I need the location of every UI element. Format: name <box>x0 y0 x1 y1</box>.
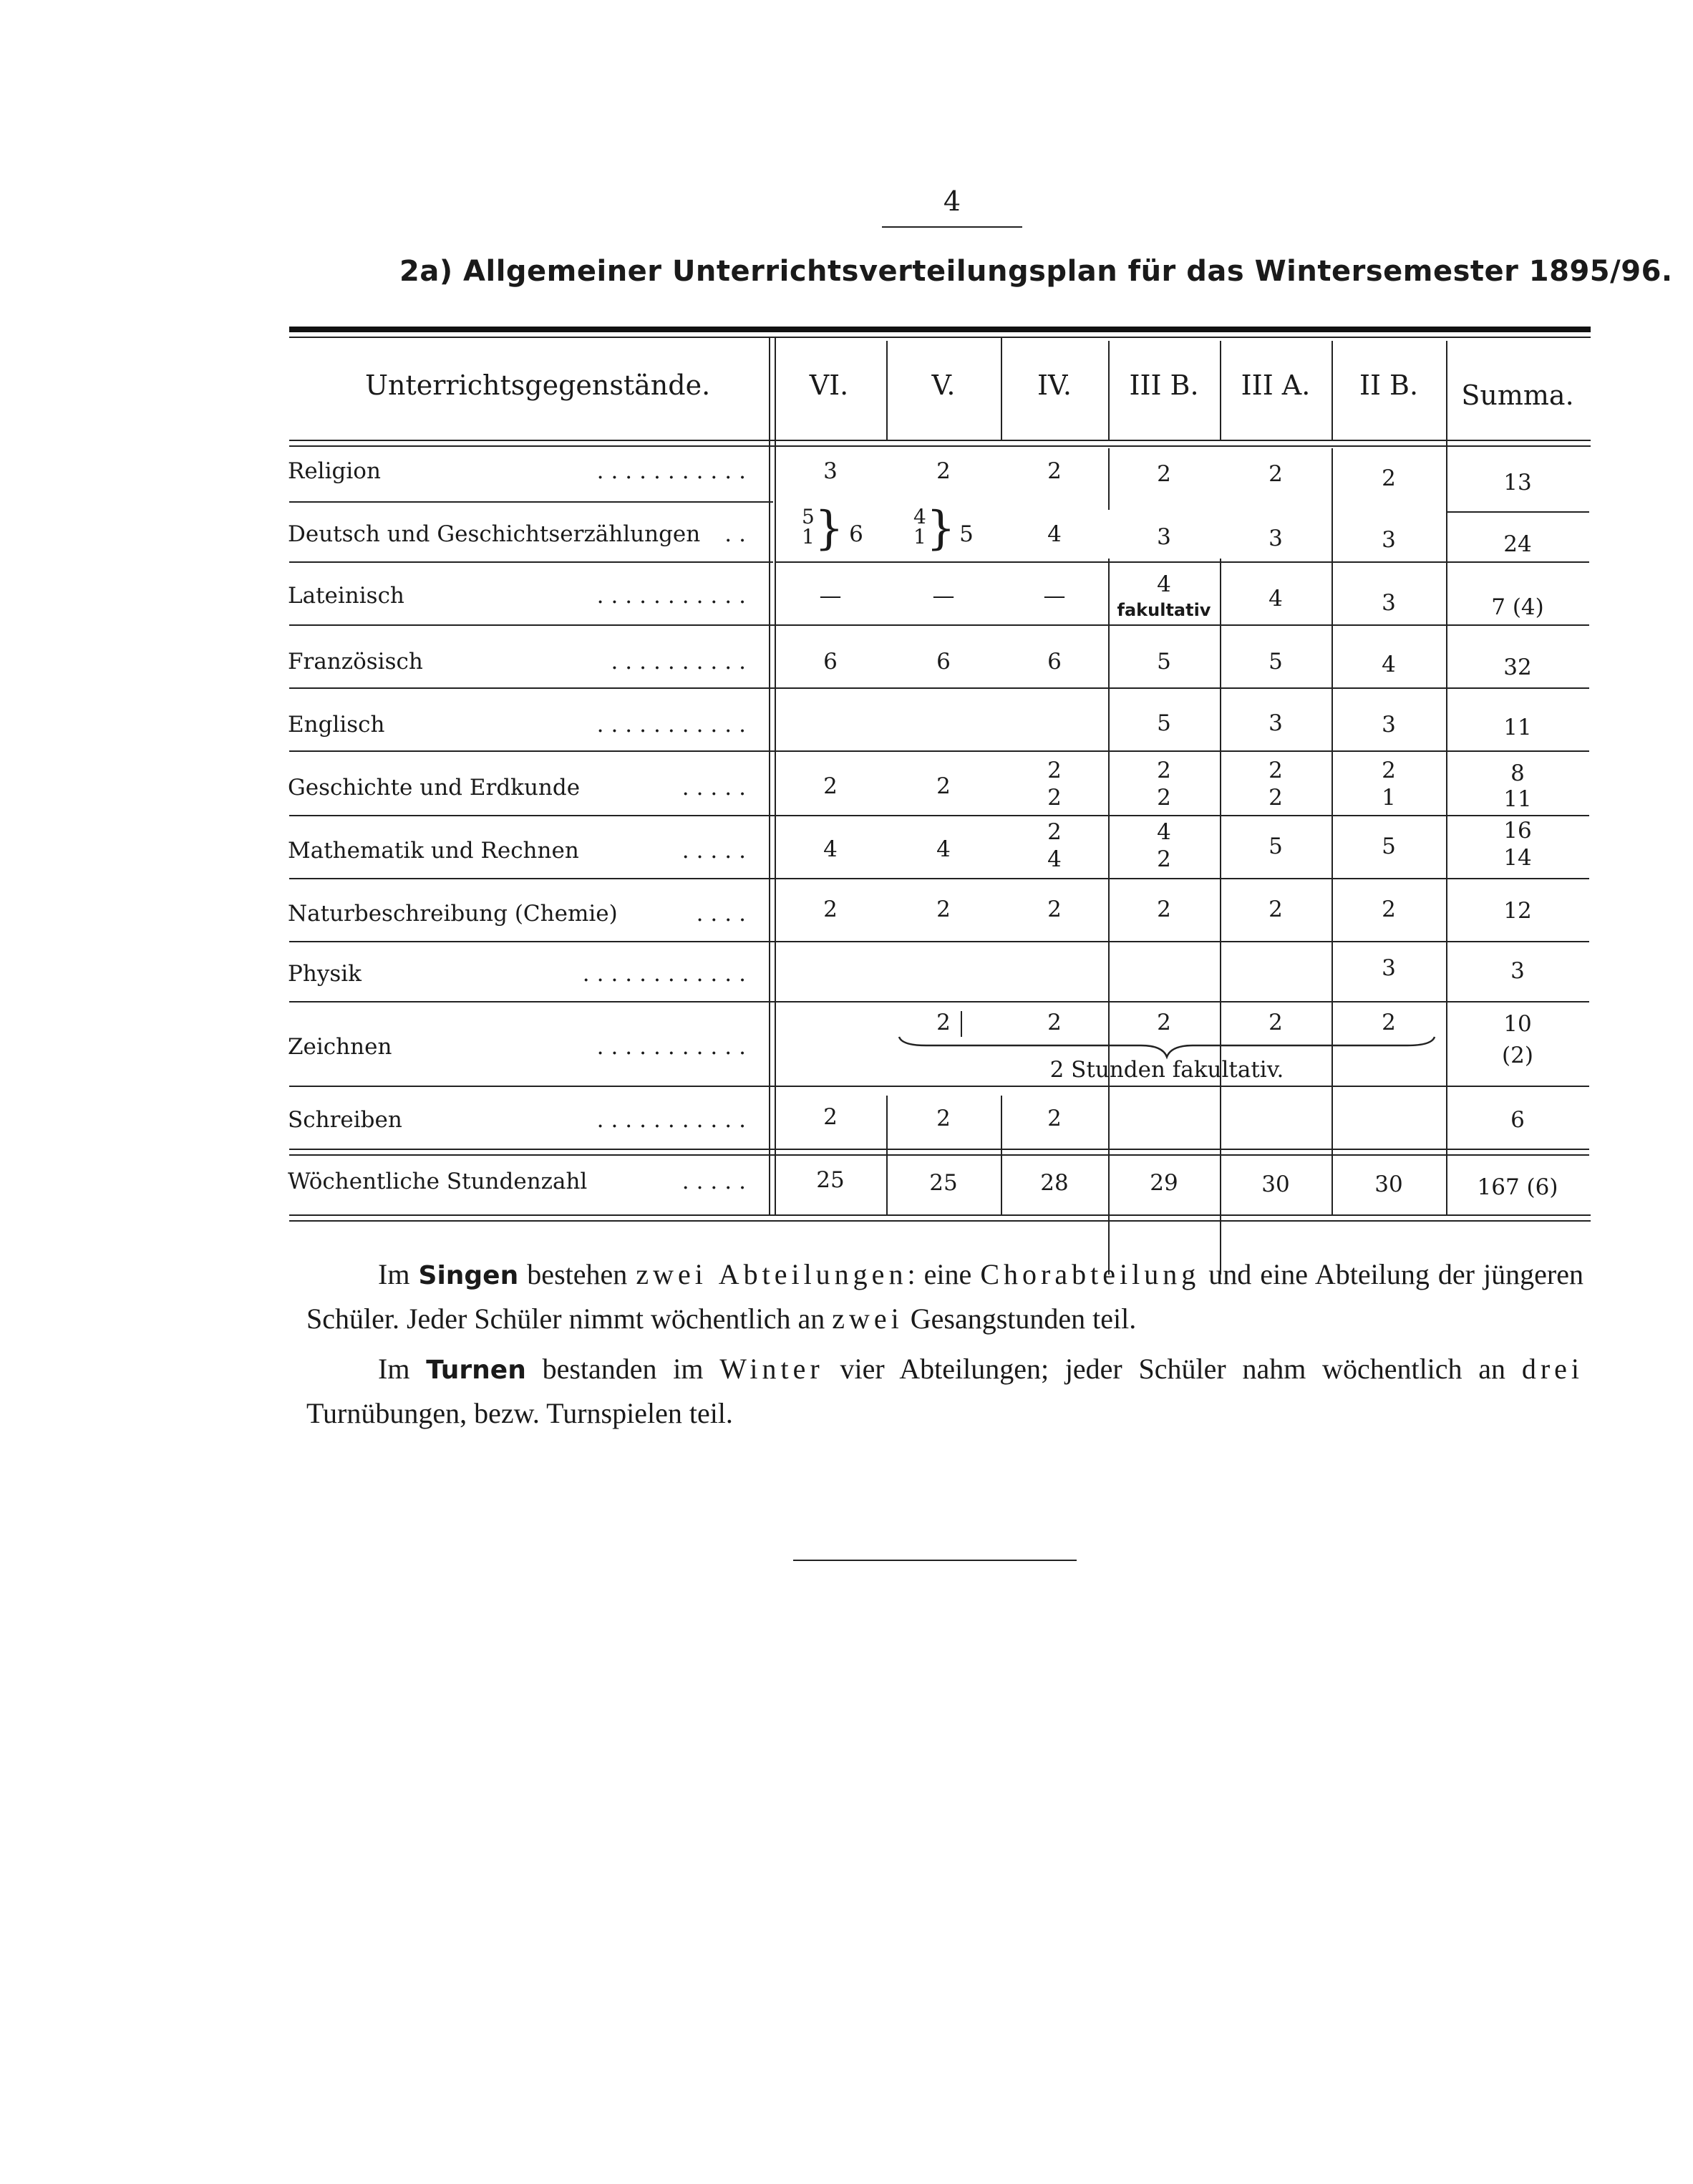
table-cell: 2 <box>936 1010 951 1035</box>
column-divider <box>769 337 770 1214</box>
row-rule <box>289 501 773 503</box>
table-cell: 3 <box>1268 526 1283 551</box>
table-cell: 5 <box>1157 710 1171 736</box>
row-label-physik: Physik ............ <box>288 961 753 987</box>
table-cell: 30 <box>1261 1171 1290 1197</box>
table-cell: 8 <box>1510 760 1525 786</box>
table-cell: 2 <box>1382 465 1396 491</box>
column-divider <box>886 341 888 441</box>
paragraph-turnen: Im Turnen bestanden im Winter vier Abteilungen; jeder Schüler nahm wöchentlich an drei Turnübungen, bezw. Turnspielen teil. <box>306 1353 1583 1429</box>
table-cell: 2 <box>1047 1010 1062 1035</box>
row-label-franzoesisch: Französisch .......... <box>288 649 753 675</box>
fakultativ-note: fakultativ <box>1117 600 1211 620</box>
table-cell: 2 <box>1268 785 1283 811</box>
table-cell: 3 <box>1382 527 1396 553</box>
table-cell: 13 <box>1503 470 1532 496</box>
table-cell: 2 <box>1047 897 1062 922</box>
page-title: 2a) Allgemeiner Unterrichtsverteilungsplan für das Wintersemester 1895/96. <box>399 255 1673 288</box>
table-cell: 6 <box>849 521 863 547</box>
row-label-religion: Religion ........... <box>288 458 753 484</box>
zeichnen-fakultativ-note: 2 Stunden fakultativ. <box>1049 1057 1284 1083</box>
table-cell: 5 <box>1157 649 1171 675</box>
table-cell: 2 <box>823 897 838 922</box>
table-cell: 2 <box>1382 1010 1396 1035</box>
column-divider <box>1001 337 1002 441</box>
table-cell: 3 <box>1382 590 1396 616</box>
column-divider <box>1220 341 1221 441</box>
column-header-v: V. <box>931 369 956 401</box>
table-cell: 2 <box>1268 758 1283 783</box>
page-number: 4 <box>943 185 961 217</box>
table-bottom-rule <box>289 1214 1591 1216</box>
row-rule <box>289 1086 1589 1087</box>
table-cell: 2 <box>936 1106 951 1131</box>
table-cell: 2 <box>1157 897 1171 922</box>
row-rule <box>289 941 1589 942</box>
table-cell: 24 <box>1503 531 1532 557</box>
table-cell: 3 <box>823 458 838 484</box>
table-cell: 16 <box>1503 818 1532 844</box>
table-cell: 4 <box>1268 586 1283 612</box>
header-rule-2 <box>289 445 1591 447</box>
table-cell: 6 <box>823 649 838 675</box>
table-cell: 2 <box>1382 758 1396 783</box>
row-label-schreiben: Schreiben ........... <box>288 1107 753 1133</box>
row-rule <box>289 687 1589 689</box>
table-cell: 5 <box>1382 834 1396 859</box>
row-label-geschichte: Geschichte und Erdkunde ..... <box>288 775 753 801</box>
table-cell: 2 <box>1157 846 1171 872</box>
table-cell: 6 <box>1510 1107 1525 1133</box>
table-cell: 2 <box>1268 461 1283 487</box>
table-cell: 30 <box>1374 1171 1403 1197</box>
row-label-stundenzahl: Wöchentliche Stundenzahl ..... <box>288 1169 753 1194</box>
table-cell: 2 <box>823 1104 838 1130</box>
table-cell: 29 <box>1150 1170 1178 1196</box>
column-header-vi: VI. <box>809 369 849 401</box>
table-cell: 2 <box>936 458 951 484</box>
table-cell: 5 <box>959 521 974 547</box>
row-label-deutsch: Deutsch und Geschichtserzählungen .. <box>288 521 753 547</box>
row-label-englisch: Englisch ........... <box>288 712 753 738</box>
table-cell: 2 <box>1047 1106 1062 1131</box>
table-cell: 12 <box>1503 898 1532 924</box>
table-cell: 5 <box>1268 649 1283 675</box>
row-rule <box>289 1149 1589 1150</box>
table-cell: 28 <box>1040 1170 1069 1196</box>
table-cell: 4 <box>1157 571 1171 597</box>
closing-rule <box>793 1560 1077 1561</box>
table-cell: 2 <box>1047 819 1062 845</box>
table-cell: 4 <box>1382 652 1396 677</box>
table-cell: — <box>932 583 955 609</box>
page-number-rule <box>882 226 1022 228</box>
table-cell: — <box>1043 583 1066 609</box>
table-cell: 2 <box>1157 461 1171 487</box>
row-rule <box>289 750 1589 752</box>
row-rule <box>1446 511 1589 513</box>
table-cell: 4 <box>936 836 951 862</box>
row-label-mathematik: Mathematik und Rechnen ..... <box>288 838 753 864</box>
table-cell: 4 <box>1047 846 1062 872</box>
table-cell: 2 <box>1382 897 1396 922</box>
deutsch-vi-split: 5 1 <box>802 505 815 549</box>
row-rule <box>289 1154 1589 1156</box>
table-cell: 10 <box>1503 1011 1532 1037</box>
row-label-zeichnen: Zeichnen ........... <box>288 1034 753 1060</box>
table-cell: 2 <box>1157 785 1171 811</box>
column-header-iib: II B. <box>1359 369 1419 401</box>
column-header-iiia: III A. <box>1241 369 1311 401</box>
table-cell: 25 <box>929 1170 958 1196</box>
row-rule <box>775 561 1589 563</box>
row-rule <box>289 1001 1589 1002</box>
table-cell: 2 <box>1047 785 1062 811</box>
row-label-naturbeschreibung: Naturbeschreibung (Chemie) .... <box>288 901 753 927</box>
table-cell: 167 (6) <box>1477 1174 1558 1200</box>
table-cell: 3 <box>1510 958 1525 984</box>
curly-brace-icon <box>898 1035 1436 1060</box>
table-cell: 2 <box>1268 897 1283 922</box>
table-cell: 2 <box>1047 458 1062 484</box>
table-cell: 25 <box>816 1167 845 1193</box>
table-cell: 2 <box>1268 1010 1283 1035</box>
row-label-lateinisch: Lateinisch ........... <box>288 583 753 609</box>
table-top-rule <box>289 327 1591 332</box>
table-cell: 4 <box>823 836 838 862</box>
table-cell: 4 <box>1157 819 1171 845</box>
row-rule <box>289 815 1589 816</box>
table-cell: 2 <box>936 773 951 799</box>
table-bottom-rule-2 <box>289 1220 1591 1222</box>
column-header-iv: IV. <box>1037 369 1072 401</box>
paragraph-singen: Im Singen bestehen zwei Abteilungen: eine Chorabteilung und eine Abteilung der jüngeren Schüler. Jeder Schüler nimmt wöchentlich an zwei Gesangstunden teil. <box>306 1258 1583 1335</box>
deutsch-v-split: 4 1 <box>913 505 926 549</box>
column-divider <box>1331 448 1333 1214</box>
table-cell: 2 <box>1157 758 1171 783</box>
brace-icon: } <box>815 502 844 555</box>
table-cell: 6 <box>1047 649 1062 675</box>
table-cell: 11 <box>1503 786 1532 812</box>
header-rule <box>289 440 1591 441</box>
table-cell: 3 <box>1382 955 1396 981</box>
table-cell: 2 <box>1157 1010 1171 1035</box>
table-cell: 1 <box>1382 785 1396 811</box>
row-rule <box>289 624 1589 626</box>
table-cell: 2 <box>936 897 951 922</box>
column-divider <box>1331 341 1333 441</box>
table-cell: — <box>819 583 842 609</box>
table-cell: 6 <box>936 649 951 675</box>
table-cell: 11 <box>1503 715 1532 740</box>
subject-column-header: Unterrichtsgegenstände. <box>365 369 711 401</box>
column-header-iiib: III B. <box>1129 369 1199 401</box>
table-cell: 3 <box>1382 712 1396 738</box>
column-divider <box>1108 341 1110 441</box>
table-cell: 7 (4) <box>1491 594 1544 620</box>
table-cell: 3 <box>1268 710 1283 736</box>
row-rule <box>289 878 1589 879</box>
table-cell: 3 <box>1157 524 1171 550</box>
column-header-summa: Summa. <box>1461 380 1574 411</box>
table-top-rule-thin <box>289 337 1591 338</box>
table-cell: 14 <box>1503 845 1532 871</box>
table-cell: 2 <box>1047 758 1062 783</box>
table-cell: (2) <box>1502 1043 1533 1068</box>
table-cell: 32 <box>1503 654 1532 680</box>
table-cell: 2 <box>823 773 838 799</box>
brace-icon: } <box>926 502 956 555</box>
table-cell: 4 <box>1047 521 1062 547</box>
row-rule <box>289 561 773 563</box>
table-cell: 5 <box>1268 834 1283 859</box>
